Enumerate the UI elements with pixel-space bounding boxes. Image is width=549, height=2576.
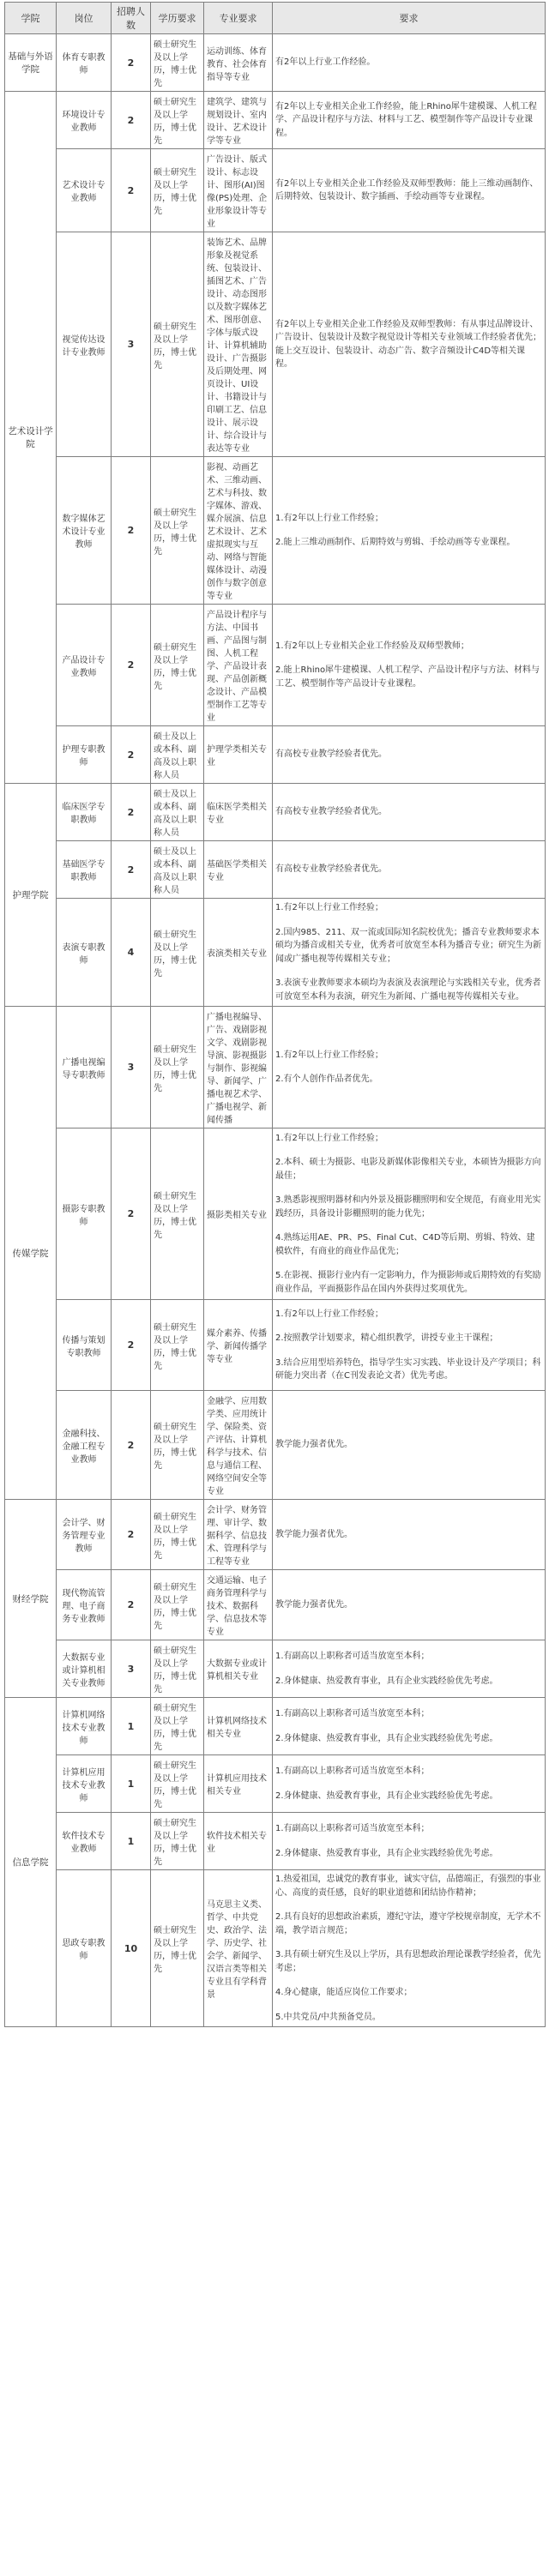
- post-cell: 体育专职教师: [57, 34, 112, 92]
- education-cell: 硕士及以上或本科、副高及以上职称人员: [151, 726, 204, 784]
- requirement-line: 有高校专业教学经验者优先。: [275, 864, 387, 875]
- requirement-line: 2.具有良好的思想政治素质，遵纪守法，遵守学校规章制度，无学术不端，教学语言规范；: [275, 1912, 541, 1935]
- requirement-line: 4.身心健康，能适应岗位工作要求；: [275, 1988, 413, 1997]
- table-row: [5, 1570, 546, 1640]
- major-cell: 马克思主义类、哲学、中共党史、政治学、法学、历史学、社会学、新闻学、汉语言类等相关专业且有学科背景: [204, 1870, 273, 2027]
- major-cell: 软件技术相关专业: [204, 1813, 273, 1870]
- count-cell: 2: [112, 841, 151, 899]
- requirement-line: 有高校专业教学经验者优先。: [275, 807, 387, 817]
- education-cell: 硕士研究生及以上学历，博士优先: [151, 149, 204, 232]
- major-cell: 护理学类相关专业: [204, 726, 273, 784]
- requirement-line: 2.身体健康、热爱教育事业，具有企业实践经验优先考虑。: [275, 1676, 498, 1686]
- requirements-cell: [273, 841, 546, 899]
- major-cell: 摄影类相关专业: [204, 1129, 273, 1300]
- requirement-line: 有2年以上专业相关企业工作经验及双师型教师：有从事过品牌设计、广告设计、包装设计及数字视觉设计等相关专业领域工作经验者优先；能上交互设计、包装设计、动态广告、数字音频设计C4D等相关课程。: [275, 319, 541, 369]
- count-cell: 2: [112, 1500, 151, 1570]
- table-row: [5, 1129, 546, 1300]
- education-cell: 硕士研究生及以上学历，博士优先: [151, 1755, 204, 1813]
- requirement-line: 2.身体健康、热爱教育事业，具有企业实践经验优先考虑。: [275, 1791, 498, 1801]
- major-cell: 计算机应用技术相关专业: [204, 1755, 273, 1813]
- count-cell: 4: [112, 899, 151, 1007]
- requirement-line: 1.有2年以上行业工作经验；: [275, 1133, 383, 1143]
- header-count: 招聘人数: [112, 3, 151, 34]
- recruitment-table: [4, 2, 546, 2027]
- requirement-line: 4.熟练运用AE、PR、PS、Final Cut、C4D等后期、剪辑、特效、建模软件，有商业的商业作品优先；: [275, 1233, 535, 1256]
- table-row: [5, 149, 546, 232]
- major-cell: 影视、动画艺术、三维动画、艺术与科技、数字媒体、游戏、媒介展演、信息艺术设计、艺术虚拟现实与互动、网络与智能媒体设计、动漫创作与数字创意等专业: [204, 457, 273, 605]
- education-cell: 硕士及以上或本科、副高及以上职称人员: [151, 784, 204, 841]
- count-cell: 2: [112, 784, 151, 841]
- requirements-cell: [273, 34, 546, 92]
- post-cell: 护理专职教师: [57, 726, 112, 784]
- major-cell: 金融学、应用数学类、应用统计学、保险类、资产评估、计算机科学与技术、信息与通信工程、网络空间安全等专业: [204, 1391, 273, 1500]
- requirement-line: 1.有副高以上职称者可适当放宽至本科；: [275, 1709, 430, 1718]
- count-cell: 2: [112, 1391, 151, 1500]
- count-cell: 2: [112, 1570, 151, 1640]
- requirement-line: 2.身体健康、热爱教育事业，具有企业实践经验优先考虑。: [275, 1733, 498, 1743]
- table-row: [5, 1755, 546, 1813]
- header-major: 专业要求: [204, 3, 273, 34]
- post-cell: 艺术设计专业教师: [57, 149, 112, 232]
- table-row: [5, 457, 546, 605]
- requirements-cell: [273, 1640, 546, 1698]
- table-row: [5, 34, 546, 92]
- education-cell: 硕士研究生及以上学历，博士优先: [151, 605, 204, 726]
- major-cell: 交通运输、电子商务管理科学与技术、数据科学、信息技术等专业: [204, 1570, 273, 1640]
- count-cell: 10: [112, 1870, 151, 2027]
- requirements-cell: [273, 1500, 546, 1570]
- requirements-cell: [273, 1813, 546, 1870]
- education-cell: 硕士研究生及以上学历，博士优先: [151, 1698, 204, 1755]
- requirement-line: 1.有2年以上行业工作经验；: [275, 513, 383, 523]
- post-cell: 摄影专职教师: [57, 1129, 112, 1300]
- requirements-cell: [273, 1570, 546, 1640]
- count-cell: 3: [112, 232, 151, 457]
- count-cell: 3: [112, 1007, 151, 1129]
- post-cell: 会计学、财务管理专业教师: [57, 1500, 112, 1570]
- major-cell: 大数据专业或计算机相关专业: [204, 1640, 273, 1698]
- table-row: [5, 726, 546, 784]
- requirement-line: 1.有2年以上行业工作经验；: [275, 1309, 383, 1319]
- education-cell: 硕士研究生及以上学历，博士优先: [151, 1007, 204, 1129]
- requirements-cell: [273, 1007, 546, 1129]
- requirements-cell: [273, 726, 546, 784]
- post-cell: 表演专职教师: [57, 899, 112, 1007]
- education-cell: 硕士研究生及以上学历，博士优先: [151, 1391, 204, 1500]
- post-cell: 思政专职教师: [57, 1870, 112, 2027]
- post-cell: 基础医学专职教师: [57, 841, 112, 899]
- count-cell: 2: [112, 1300, 151, 1391]
- major-cell: 计算机网络技术相关专业: [204, 1698, 273, 1755]
- table-row: [5, 92, 546, 149]
- education-cell: 硕士研究生及以上学历，博士优先: [151, 1500, 204, 1570]
- requirement-line: 1.热爱祖国，忠诚党的教育事业，诚实守信，品德端正，有强烈的事业心、高度的责任感，良好的职业道德和团结协作精神；: [275, 1875, 541, 1898]
- post-cell: 产品设计专业教师: [57, 605, 112, 726]
- table-row: [5, 1500, 546, 1570]
- requirements-cell: [273, 92, 546, 149]
- major-cell: 产品设计程序与方法、中国书画、产品图与制图、人机工程学、产品设计表现、产品创新概念设计、产品模型制作工艺等专业: [204, 605, 273, 726]
- requirement-line: 1.有副高以上职称者可适当放宽至本科；: [275, 1652, 430, 1661]
- major-cell: 表演类相关专业: [204, 899, 273, 1007]
- header-row: [5, 3, 546, 34]
- post-cell: 广播电视编导专职教师: [57, 1007, 112, 1129]
- major-cell: 基础医学类相关专业: [204, 841, 273, 899]
- table-row: [5, 1007, 546, 1129]
- requirement-line: 3.表演专业教师要求本硕均为表演及表演理论与实践相关专业，优秀者可放宽至本科为表演，研究生为新闻、广播电视等传媒相关专业。: [275, 978, 541, 1002]
- education-cell: 硕士研究生及以上学历，博士优先: [151, 232, 204, 457]
- requirements-cell: [273, 1391, 546, 1500]
- major-cell: 媒介素养、传播学、新闻传播学等专业: [204, 1300, 273, 1391]
- major-cell: 装饰艺术、品牌形象及视觉系统、包装设计、插图艺术、广告设计、动态图形以及数字媒体艺术、图形创意、字体与版式设计、计算机辅助设计、广告摄影及后期处理、网页设计、UI设计、书籍设计与印刷工艺、信息设计、展示设计、综合设计与表达等专业: [204, 232, 273, 457]
- requirement-line: 有2年以上专业相关企业工作经验，能上Rhino犀牛建模课、人机工程学、产品设计程序与方法、材料与工艺、模型制作等产品设计专业课程。: [275, 101, 537, 138]
- requirement-line: 有2年以上行业工作经验。: [275, 57, 376, 68]
- requirement-line: 2.国内985、211、双一流或国际知名院校优先；播音专业教师要求本硕均为播音或相关专业，优秀者可放宽至本科为播音专业；研究生为新闻或广播电视等传媒相关专业；: [275, 927, 541, 964]
- post-cell: 现代物流管理、电子商务专业教师: [57, 1570, 112, 1640]
- requirements-cell: [273, 1129, 546, 1300]
- education-cell: 硕士研究生及以上学历，博士优先: [151, 1300, 204, 1391]
- requirements-cell: [273, 1698, 546, 1755]
- post-cell: 临床医学专职教师: [57, 784, 112, 841]
- post-cell: 视觉传达设计专业教师: [57, 232, 112, 457]
- requirement-line: 教学能力强者优先。: [275, 1599, 353, 1610]
- post-cell: 计算机网络技术专业教师: [57, 1698, 112, 1755]
- count-cell: 2: [112, 457, 151, 605]
- requirements-cell: [273, 457, 546, 605]
- requirement-line: 5.中共党员/中共预备党员。: [275, 2012, 381, 2022]
- education-cell: 硕士研究生及以上学历，博士优先: [151, 1129, 204, 1300]
- requirements-cell: [273, 784, 546, 841]
- count-cell: 2: [112, 605, 151, 726]
- major-cell: 建筑学、建筑与规划设计、室内设计、艺术设计学等专业: [204, 92, 273, 149]
- major-cell: 广播电视编导、广告、戏剧影视文学、戏剧影视导演、影视摄影与制作、影视编导、新闻学、广播电视艺术学、广播电视学、新闻传播: [204, 1007, 273, 1129]
- requirement-line: 2.能上三维动画制作、后期特效与剪辑、手绘动画等专业课程。: [275, 538, 516, 547]
- college-cell: 艺术设计学院: [5, 92, 57, 784]
- requirement-line: 2.按照教学计划要求，精心组织教学，讲授专业主干课程；: [275, 1333, 498, 1343]
- requirements-cell: [273, 232, 546, 457]
- post-cell: 计算机应用技术专业教师: [57, 1755, 112, 1813]
- requirements-cell: [273, 1870, 546, 2027]
- requirement-line: 有高校专业教学经验者优先。: [275, 749, 387, 760]
- table-row: [5, 1300, 546, 1391]
- post-cell: 传播与策划专职教师: [57, 1300, 112, 1391]
- header-college: 学院: [5, 3, 57, 34]
- count-cell: 1: [112, 1813, 151, 1870]
- requirement-line: 1.有副高以上职称者可适当放宽至本科；: [275, 1766, 430, 1776]
- education-cell: 硕士研究生及以上学历，博士优先: [151, 1813, 204, 1870]
- post-cell: 软件技术专业教师: [57, 1813, 112, 1870]
- college-cell: 基础与外语学院: [5, 34, 57, 92]
- requirement-line: 3.具有硕士研究生及以上学历，具有思想政治理论课教学经验者，优先考虑；: [275, 1950, 541, 1973]
- count-cell: 1: [112, 1698, 151, 1755]
- requirement-line: 1.有2年以上行业工作经验；: [275, 1050, 383, 1060]
- requirement-line: 5.在影视、摄影行业内有一定影响力，作为摄影师或后期特效的有奖励商业作品，平面摄影作品在国内外获得过奖项优先。: [275, 1271, 541, 1294]
- education-cell: 硕士研究生及以上学历，博士优先: [151, 34, 204, 92]
- table-body: [5, 34, 546, 2027]
- post-cell: 数字媒体艺术设计专业教师: [57, 457, 112, 605]
- education-cell: 硕士研究生及以上学历，博士优先: [151, 1640, 204, 1698]
- count-cell: 3: [112, 1640, 151, 1698]
- table-row: [5, 1640, 546, 1698]
- education-cell: 硕士研究生及以上学历，博士优先: [151, 899, 204, 1007]
- requirements-cell: [273, 1755, 546, 1813]
- count-cell: 2: [112, 92, 151, 149]
- header-education: 学历要求: [151, 3, 204, 34]
- table-row: [5, 1813, 546, 1870]
- requirement-line: 教学能力强者优先。: [275, 1529, 353, 1539]
- major-cell: 广告设计、版式设计、标志设计、图形(AI)图像(PS)处理、企业形象设计等专业: [204, 149, 273, 232]
- requirements-cell: [273, 605, 546, 726]
- requirements-cell: [273, 1300, 546, 1391]
- header-requirements: 要求: [273, 3, 546, 34]
- post-cell: 金融科技、金融工程专业教师: [57, 1391, 112, 1500]
- requirement-line: 教学能力强者优先。: [275, 1440, 353, 1450]
- requirement-line: 2.本科、硕士为摄影、电影及新媒体影像相关专业，本硕皆为摄影方向最佳；: [275, 1158, 541, 1181]
- requirement-line: 2.能上Rhino犀牛建模课、人机工程学、产品设计程序与方法、材料与工艺、模型制作等产品设计专业课程。: [275, 665, 540, 689]
- college-cell: 护理学院: [5, 784, 57, 1007]
- requirement-line: 3.熟悉影视照明器材和内外景及摄影棚照明和安全规范，有商业用光实践经历，具备设计影棚照明的能力优先；: [275, 1195, 541, 1219]
- count-cell: 2: [112, 1129, 151, 1300]
- requirement-line: 有2年以上专业相关企业工作经验及双师型教师：能上三维动画制作、后期特效、包装设计、数字插画、手绘动画等专业课程。: [275, 178, 539, 202]
- table-row: [5, 841, 546, 899]
- requirement-line: 2.有个人创作作品者优先。: [275, 1074, 378, 1084]
- education-cell: 硕士研究生及以上学历，博士优先: [151, 1870, 204, 2027]
- college-cell: 财经学院: [5, 1500, 57, 1698]
- table-row: [5, 1698, 546, 1755]
- college-cell: 传媒学院: [5, 1007, 57, 1500]
- education-cell: 硕士研究生及以上学历，博士优先: [151, 1570, 204, 1640]
- requirement-line: 1.有2年以上行业工作经验；: [275, 903, 383, 912]
- requirement-line: 2.身体健康、热爱教育事业，具有企业实践经验优先考虑。: [275, 1848, 498, 1858]
- requirement-line: 1.有2年以上专业相关企业工作经验及双师型教师；: [275, 641, 469, 651]
- header-post: 岗位: [57, 3, 112, 34]
- post-cell: 环境设计专业教师: [57, 92, 112, 149]
- count-cell: 2: [112, 34, 151, 92]
- count-cell: 2: [112, 149, 151, 232]
- table-row: [5, 1391, 546, 1500]
- requirements-cell: [273, 149, 546, 232]
- table-row: [5, 232, 546, 457]
- requirements-cell: [273, 899, 546, 1007]
- table-row: [5, 605, 546, 726]
- count-cell: 1: [112, 1755, 151, 1813]
- requirement-line: 3.结合应用型培养特色，指导学生实习实践、毕业设计及产学项目；科研能力突出者（在C刊发表论文者）优先考虑。: [275, 1357, 541, 1381]
- education-cell: 硕士研究生及以上学历，博士优先: [151, 457, 204, 605]
- major-cell: 临床医学类相关专业: [204, 784, 273, 841]
- education-cell: 硕士研究生及以上学历，博士优先: [151, 92, 204, 149]
- table-row: [5, 1870, 546, 2027]
- table-row: [5, 899, 546, 1007]
- college-cell: 信息学院: [5, 1698, 57, 2027]
- table-row: [5, 784, 546, 841]
- major-cell: 会计学、财务管理、审计学、数据科学、信息技术、管理科学与工程等专业: [204, 1500, 273, 1570]
- post-cell: 大数据专业或计算机相关专业教师: [57, 1640, 112, 1698]
- education-cell: 硕士及以上或本科、副高及以上职称人员: [151, 841, 204, 899]
- count-cell: 2: [112, 726, 151, 784]
- requirement-line: 1.有副高以上职称者可适当放宽至本科；: [275, 1824, 430, 1833]
- major-cell: 运动训练、体育教育、社会体育指导等专业: [204, 34, 273, 92]
